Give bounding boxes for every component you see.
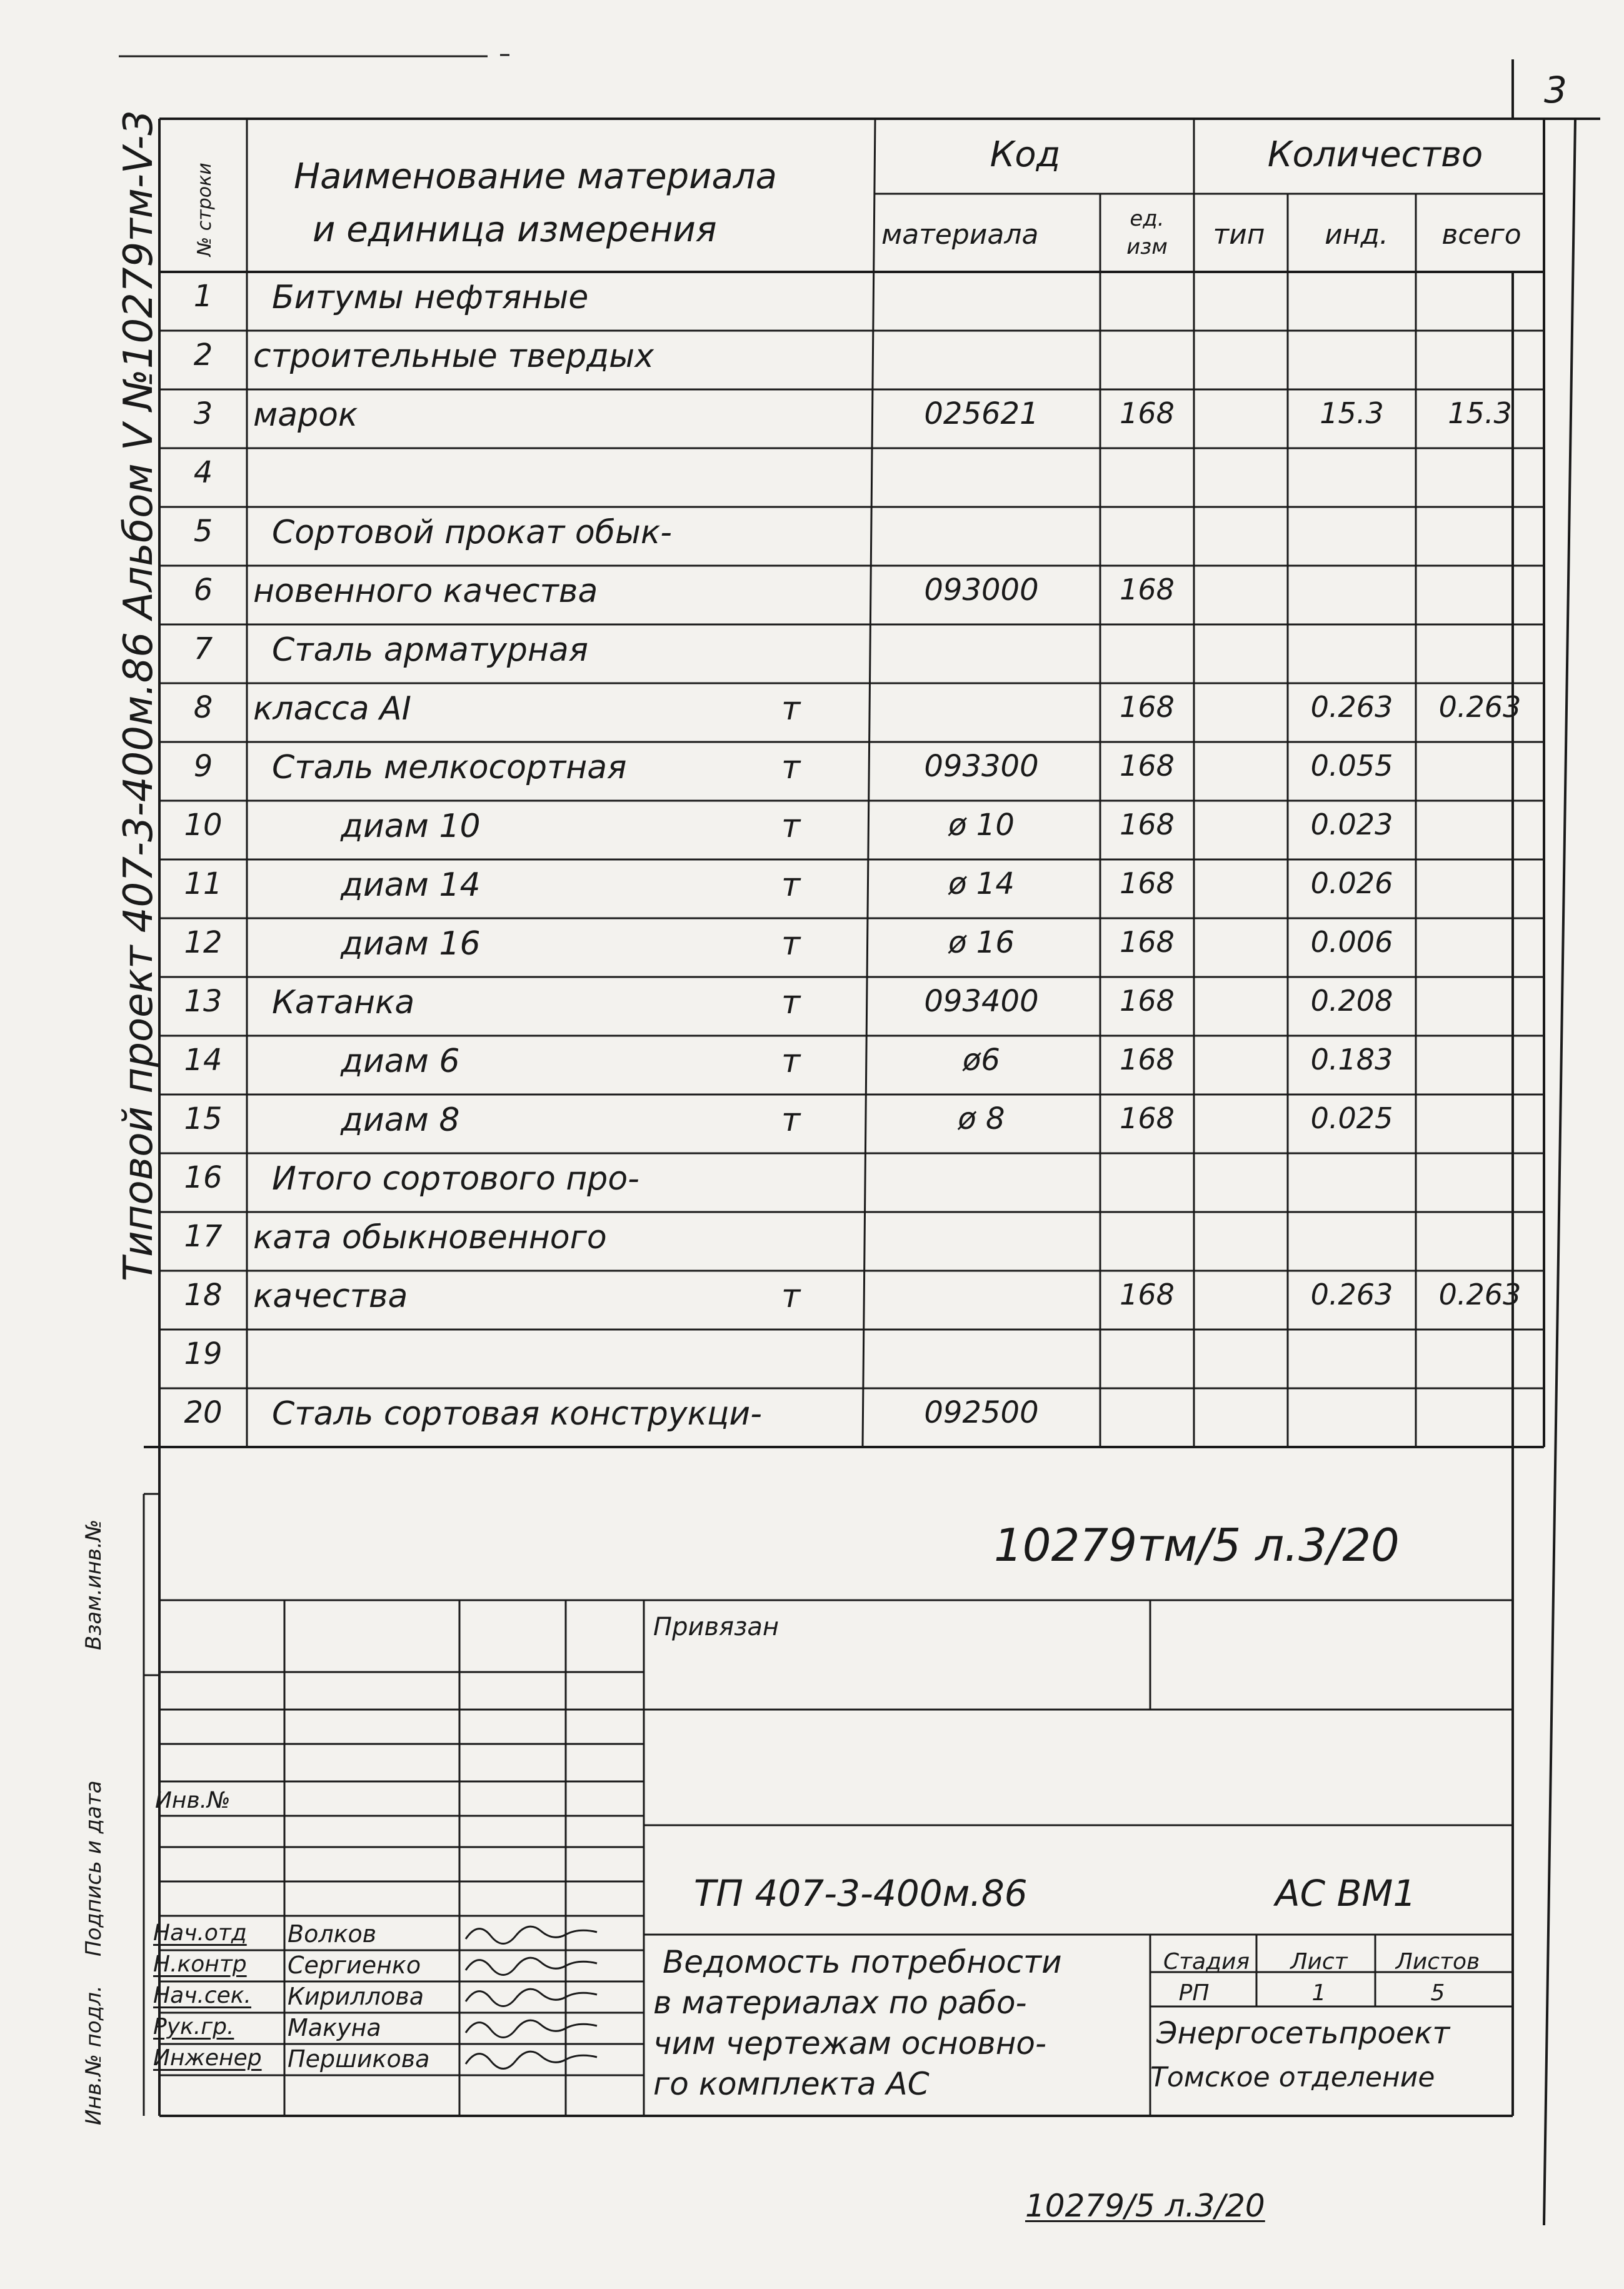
row-eu-eu: 168 (1120, 808, 1175, 842)
header-code-unit-1: ед. (1130, 206, 1165, 231)
staff-name: Кириллова (288, 1983, 424, 2010)
row-ind-ind: 0.263 (1310, 690, 1393, 724)
row-name-name: Катанка (272, 984, 415, 1022)
row-ind-ind: 0.006 (1310, 925, 1393, 959)
staff-role: Нач.сек. (153, 1983, 251, 2008)
row-name-name: Сталь мелкосортная (272, 749, 627, 787)
row-code-code: ø 16 (948, 925, 1015, 961)
row-number-n: 18 (184, 1278, 223, 1313)
row-number-n: 8 (193, 690, 213, 726)
stamp-bound-label: Привязан (653, 1613, 779, 1641)
row-code-code: ø 14 (948, 866, 1015, 902)
header-code-material: материала (881, 219, 1039, 251)
stamp-stage-label: Стадия (1163, 1949, 1250, 1975)
row-ind-ind: 0.208 (1310, 984, 1393, 1018)
page-number: 3 (1544, 69, 1567, 111)
row-code-code: ø 10 (948, 808, 1015, 843)
side-title-label: Типовой проект 407-3-400м.86 Альбом V №10279тм-V-3 (116, 109, 162, 1281)
stamp-title-line4: го комплекта АС (653, 2066, 930, 2102)
stamp-stage: РП (1178, 1980, 1210, 2006)
header-name-line1: Наименование материала (294, 156, 777, 197)
footer-reference: 10279/5 л.3/20 (1025, 2188, 1265, 2224)
row-unit-unit: т (781, 749, 801, 787)
header-row-number: № строки (194, 163, 216, 256)
row-unit-unit: т (781, 690, 801, 728)
row-name-name: Сталь арматурная (272, 631, 589, 669)
row-number-n: 16 (184, 1160, 223, 1196)
margin-label-inv-orig: Инв.№ подл. (81, 1985, 106, 2125)
row-ind-ind: 0.026 (1310, 866, 1393, 901)
row-number-n: 15 (184, 1101, 223, 1137)
stamp-sheets-label: Листов (1395, 1949, 1480, 1975)
row-eu-eu: 168 (1120, 1043, 1175, 1077)
row-name-name: Сталь сортовая конструкци- (272, 1395, 762, 1433)
row-eu-eu: 168 (1120, 749, 1175, 783)
stamp-title-line2: в материалах по рабо- (653, 1985, 1027, 2021)
row-number-n: 2 (193, 338, 213, 373)
staff-role: Инженер (153, 2045, 262, 2071)
row-number-n: 13 (184, 984, 223, 1019)
row-code-code: 093300 (924, 749, 1039, 784)
row-eu-eu: 168 (1120, 1278, 1175, 1312)
stamp-sheets: 5 (1430, 1980, 1445, 2006)
row-name-name: Итого сортового про- (272, 1160, 639, 1198)
row-number-n: 7 (193, 631, 213, 667)
header-quantity: Количество (1267, 134, 1483, 175)
staff-name: Макуна (288, 2014, 381, 2041)
row-number-n: 20 (184, 1395, 223, 1431)
staff-name: Першикова (288, 2045, 430, 2073)
signature-mark (466, 1989, 597, 2006)
row-unit-unit: т (781, 984, 801, 1022)
header-name-line2: и единица измерения (313, 209, 717, 250)
staff-name: Сергиенко (288, 1951, 421, 1979)
row-unit-unit: т (781, 1101, 801, 1139)
row-ind-ind: 0.025 (1310, 1101, 1393, 1136)
row-name-name: диам 10 (341, 808, 481, 846)
album-reference: 10279тм/5 л.3/20 (994, 1519, 1400, 1571)
margin-label-replace-inv: Взам.инв.№ (81, 1519, 106, 1650)
row-eu-eu: 168 (1120, 984, 1175, 1018)
row-number-n: 17 (184, 1219, 223, 1255)
header-qty-total: всего (1441, 219, 1521, 251)
stamp-title-line1: Ведомость потребности (663, 1944, 1062, 1980)
row-unit-unit: т (781, 808, 801, 846)
row-name-name: качества (253, 1278, 408, 1316)
signature-mark (466, 1958, 597, 1975)
row-name-name: строительные твердых (253, 338, 654, 376)
row-ind-ind: 0.183 (1310, 1043, 1393, 1077)
stamp-mark: АС ВМ1 (1275, 1872, 1416, 1915)
col-line-name (863, 119, 875, 1447)
stamp-sheet: 1 (1311, 1980, 1326, 2006)
stamp-title-line3: чим чертежам основно- (653, 2025, 1047, 2061)
row-ind-ind: 0.023 (1310, 808, 1393, 842)
staff-name: Волков (288, 1920, 377, 1948)
row-eu-eu: 168 (1120, 573, 1175, 607)
row-number-n: 5 (193, 514, 213, 549)
row-total-total: 0.263 (1438, 690, 1521, 724)
row-name-name: диам 6 (341, 1043, 460, 1081)
staff-role: Нач.отд (153, 1920, 247, 1946)
stamp-org-line1: Энергосетьпроект (1156, 2016, 1450, 2051)
row-ind-ind: 15.3 (1320, 396, 1384, 431)
row-code-code: ø 8 (958, 1101, 1005, 1137)
staff-role: Рук.гр. (153, 2014, 234, 2040)
staff-role: Н.контр (153, 1951, 247, 1977)
row-unit-unit: т (781, 866, 801, 904)
row-number-n: 1 (193, 279, 213, 314)
signature-mark (466, 2051, 597, 2068)
row-name-name: диам 16 (341, 925, 481, 963)
header-code: Код (990, 134, 1061, 175)
row-unit-unit: т (781, 925, 801, 963)
row-number-n: 4 (193, 455, 213, 491)
margin-label-sign-date: Подпись и дата (81, 1780, 106, 1956)
row-name-name: диам 14 (341, 866, 481, 904)
row-number-n: 14 (184, 1043, 223, 1078)
row-number-n: 12 (184, 925, 223, 961)
row-eu-eu: 168 (1120, 925, 1175, 959)
row-code-code: ø6 (963, 1043, 1000, 1078)
row-number-n: 9 (193, 749, 213, 784)
header-qty-ind: инд. (1325, 219, 1388, 251)
row-code-code: 025621 (924, 396, 1039, 432)
row-name-name: новенного качества (253, 573, 598, 611)
row-total-total: 15.3 (1448, 396, 1512, 431)
row-number-n: 11 (184, 866, 223, 902)
row-total-total: 0.263 (1438, 1278, 1521, 1312)
row-code-code: 092500 (924, 1395, 1039, 1431)
row-eu-eu: 168 (1120, 396, 1175, 431)
header-code-unit-2: изм (1126, 234, 1168, 259)
row-name-name: Сортовой прокат обык- (272, 514, 673, 552)
row-ind-ind: 0.263 (1310, 1278, 1393, 1312)
row-unit-unit: т (781, 1278, 801, 1316)
row-eu-eu: 168 (1120, 1101, 1175, 1136)
row-number-n: 10 (184, 808, 223, 843)
row-name-name: Битумы нефтяные (272, 279, 589, 317)
stamp-inv-no: Инв.№ (155, 1788, 231, 1813)
row-name-name: диам 8 (341, 1101, 460, 1139)
stamp-project-code: ТП 407-3-400м.86 (694, 1872, 1028, 1915)
row-number-n: 6 (193, 573, 213, 608)
row-ind-ind: 0.055 (1310, 749, 1393, 783)
row-code-code: 093000 (924, 573, 1039, 608)
stamp-org-line2: Томское отделение (1150, 2061, 1435, 2093)
row-eu-eu: 168 (1120, 866, 1175, 901)
row-name-name: марок (253, 396, 358, 434)
row-number-n: 19 (184, 1336, 223, 1372)
header-qty-type: тип (1213, 219, 1265, 251)
signature-mark (466, 1926, 597, 1943)
row-unit-unit: т (781, 1043, 801, 1081)
row-eu-eu: 168 (1120, 690, 1175, 724)
row-number-n: 3 (193, 396, 213, 432)
row-code-code: 093400 (924, 984, 1039, 1019)
stamp-sheet-label: Лист (1290, 1949, 1348, 1975)
row-name-name: ката обыкновенного (253, 1219, 607, 1257)
signature-mark (466, 2020, 597, 2037)
row-name-name: класса AI (253, 690, 411, 728)
